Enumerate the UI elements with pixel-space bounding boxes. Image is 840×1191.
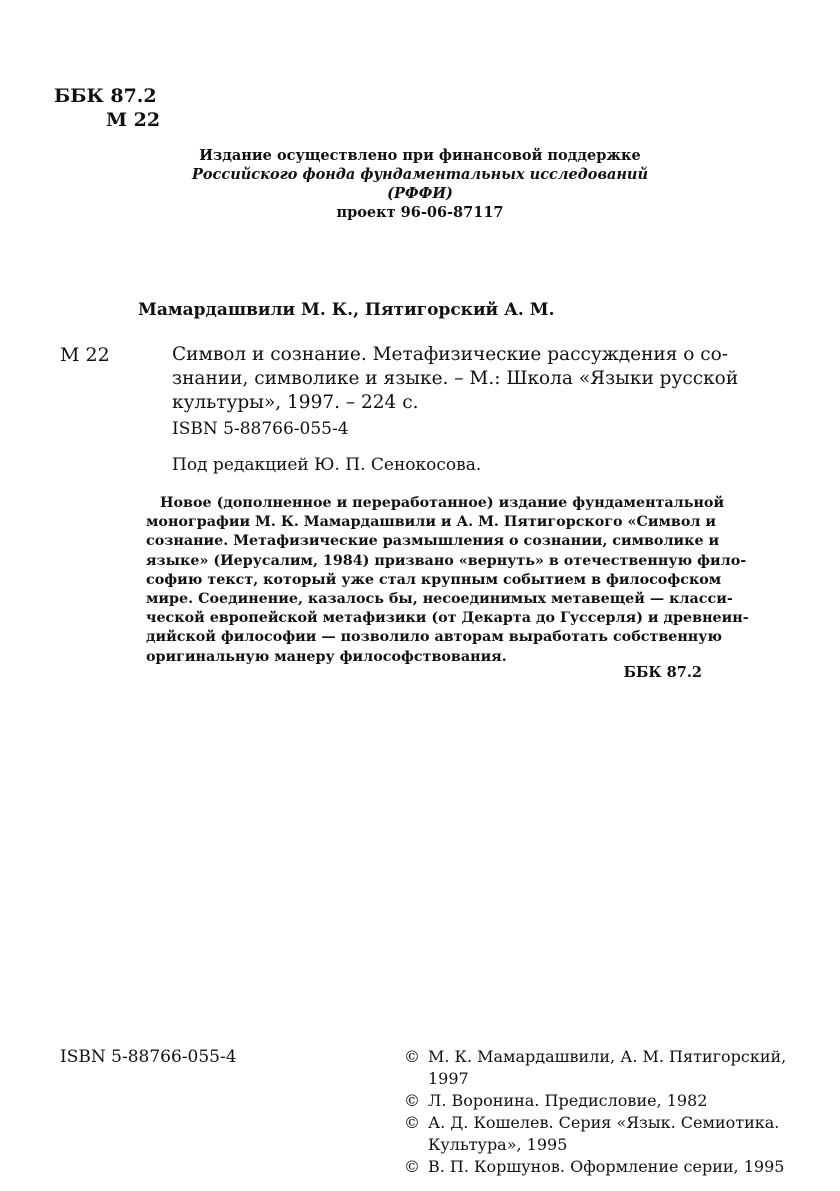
annotation-line: ческой европейской метафизики (от Декарта до Гуссерля) и древнеин-	[146, 610, 749, 627]
copyright-entry	[404, 1046, 786, 1090]
copyright-text: М. К. Мамардашвили, А. М. Пятигорский,	[428, 1047, 787, 1066]
funding-line-2: Российского фонда фундаментальных исследований	[191, 166, 649, 183]
annotation-line: мире. Соединение, казалось бы, несоединимых метавещей — класси-	[146, 591, 733, 608]
author-mark: М 22	[106, 109, 161, 131]
bbk-index-top	[54, 84, 160, 132]
annotation	[146, 494, 749, 667]
bbk-index-right: ББК 87.2	[623, 664, 702, 681]
copyright-symbol: ©	[404, 1047, 420, 1066]
description-line-2: знании, символике и языке. – М.: Школа «Языки русской	[172, 368, 739, 389]
copyright-symbol: ©	[404, 1091, 420, 1110]
annotation-line: сознание. Метафизические размышления о сознании, символике и	[146, 533, 720, 550]
copyright-block	[404, 1046, 786, 1178]
bibliographic-description	[172, 343, 739, 415]
copyright-continuation: Культура», 1995	[428, 1135, 568, 1154]
annotation-line: оригинальную манеру философствования.	[146, 648, 507, 665]
bbk-code: ББК 87.2	[54, 85, 157, 107]
copyright-entry	[404, 1090, 786, 1112]
isbn-bottom: ISBN 5-88766-055-4	[60, 1047, 237, 1067]
copyright-symbol: ©	[404, 1113, 420, 1132]
copyright-entry	[404, 1112, 786, 1156]
funding-note	[0, 146, 840, 222]
copyright-text: В. П. Коршунов. Оформление серии, 1995	[428, 1157, 785, 1176]
isbn-main: ISBN 5-88766-055-4	[172, 419, 349, 439]
copyright-text: А. Д. Кошелев. Серия «Язык. Семиотика.	[428, 1113, 780, 1132]
funding-line-1: Издание осуществлено при финансовой поддержке	[199, 147, 641, 164]
description-line-3: культуры», 1997. – 224 с.	[172, 392, 419, 413]
copyright-continuation: 1997	[428, 1069, 469, 1088]
copyright-entry	[404, 1156, 786, 1178]
copyright-symbol: ©	[404, 1157, 420, 1176]
annotation-line: языке» (Иерусалим, 1984) призвано «вернуть» в отечественную фило-	[146, 552, 747, 569]
authors-heading: Мамардашвили М. К., Пятигорский А. М.	[138, 300, 555, 320]
annotation-line: Новое (дополненное и переработанное) издание фундаментальной	[160, 495, 725, 511]
annotation-line: монографии М. К. Мамардашвили и А. М. Пятигорского «Символ и	[146, 514, 717, 531]
funding-line-4: проект 96-06-87117	[336, 204, 504, 221]
editor-credit: Под редакцией Ю. П. Сенокосова.	[172, 455, 482, 475]
annotation-line: софию текст, который уже стал крупным событием в философском	[146, 571, 722, 588]
description-line-1: Символ и сознание. Метафизические рассуждения о со-	[172, 344, 729, 365]
funding-line-3: (РФФИ)	[387, 185, 453, 202]
annotation-line: дийской философии — позволило авторам выработать собственную	[146, 629, 723, 646]
copyright-text: Л. Воронина. Предисловие, 1982	[428, 1091, 708, 1110]
author-mark-left: М 22	[60, 344, 110, 366]
